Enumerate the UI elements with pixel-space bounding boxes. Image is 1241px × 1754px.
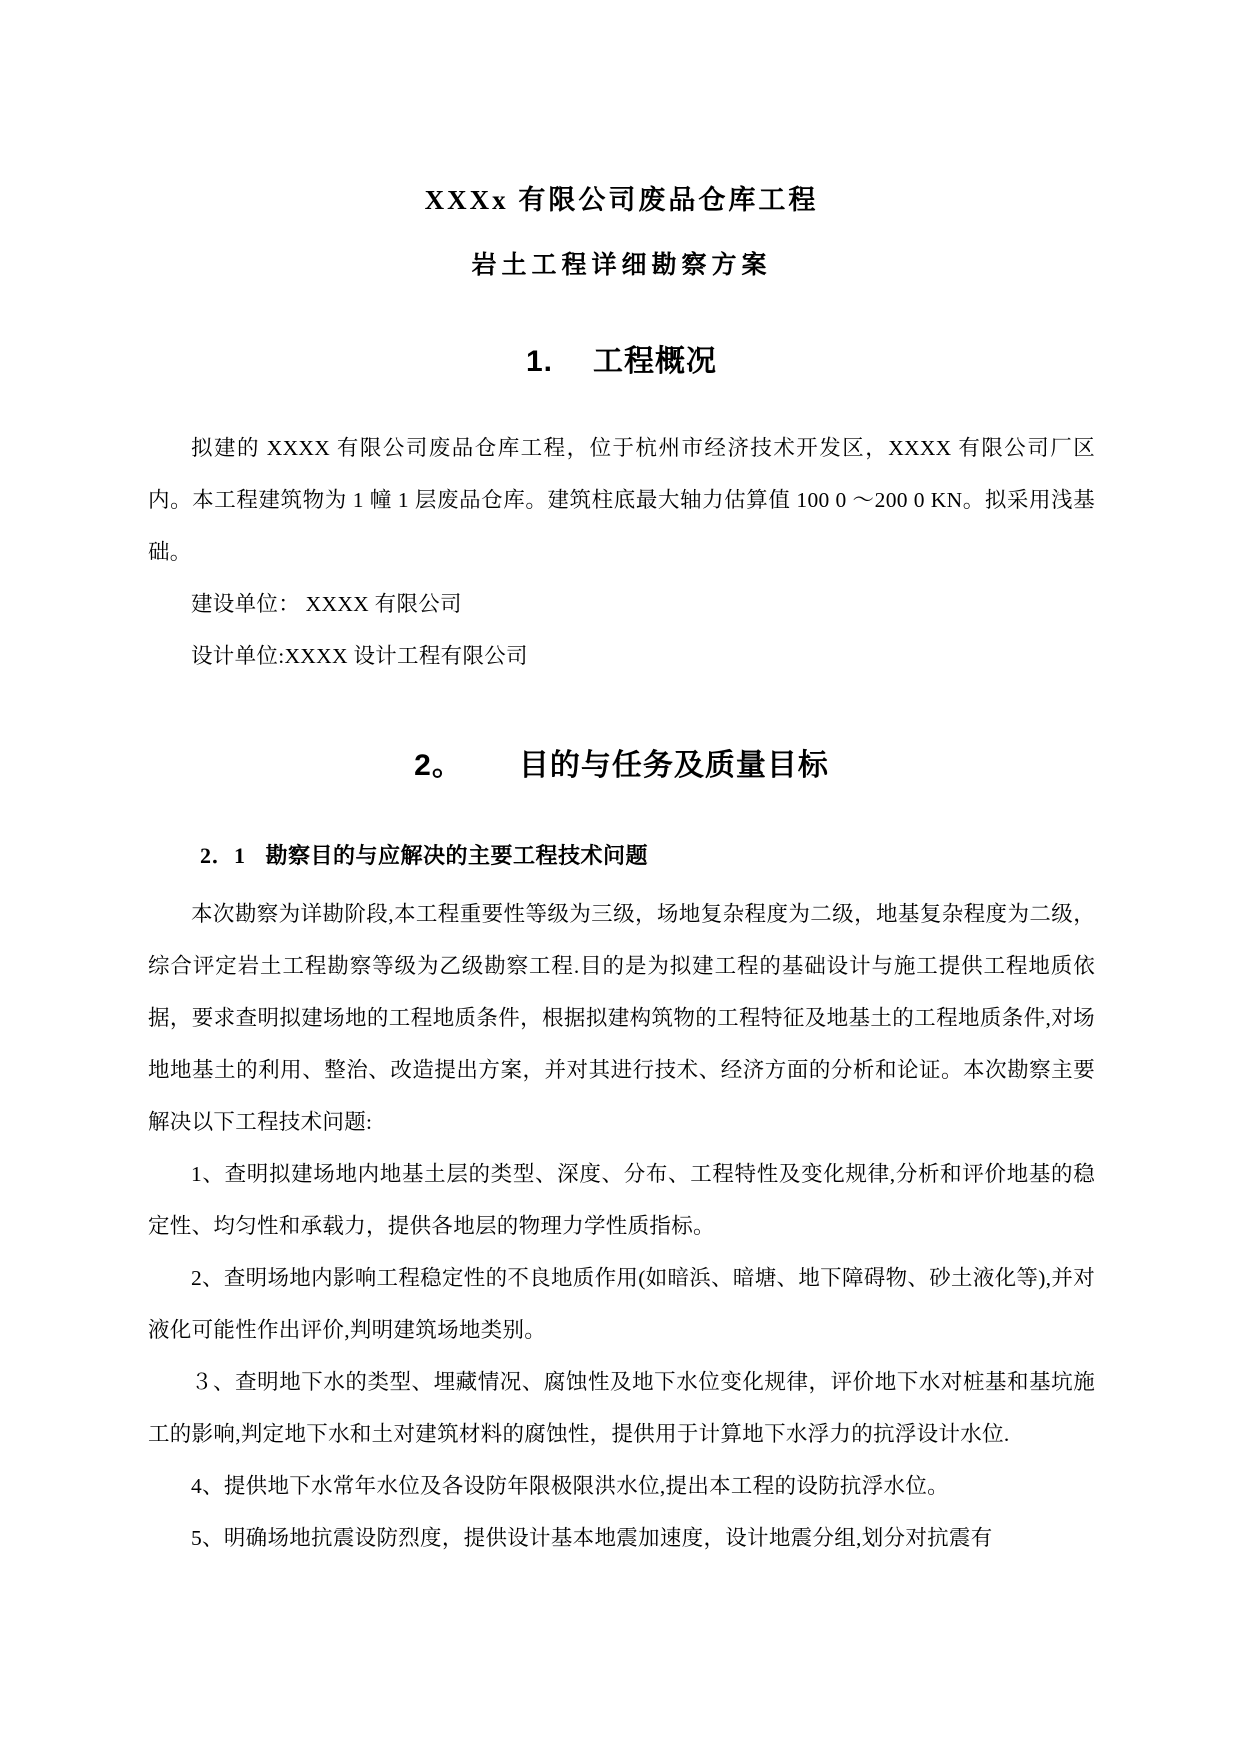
section-2-heading [148,740,1095,784]
task-list-item-4: 4、提供地下水常年水位及各设防年限极限洪水位,提出本工程的设防抗浮水位。 [191,1474,949,1498]
task-list-item-1: 1、查明拟建场地内地基土层的类型、深度、分布、工程特性及变化规律,分析和评价地基的稳定性、均匀性和承载力，提供各地层的物理力学性质指标。 [148,1162,1095,1238]
subsection-2-1-heading [148,830,1095,882]
section-2-intro-paragraph: 本次勘察为详勘阶段,本工程重要性等级为三级，场地复杂程度为二级，地基复杂程度为二级，综合评定岩土工程勘察等级为乙级勘察工程.目的是为拟建工程的基础设计与施工提供工程地质依据，要求查明拟建场地的工程地质条件，根据拟建构筑物的工程特征及地基土的工程地质条件,对场地地基土的利用、整治、改造提出方案，并对其进行技术、经济方面的分析和论证。本次勘察主要解决以下工程技术问题: [148,902,1095,1134]
section-1-paragraph: 拟建的 XXXX 有限公司废品仓库工程，位于杭州市经济技术开发区，XXXX 有限公司厂区内。本工程建筑物为 1 幢 1 层废品仓库。建筑柱底最大轴力估算值 100 0 ～200 0 KN。拟采用浅基础。 [148,436,1095,564]
construction-unit-line: 建设单位： XXXX 有限公司 [191,592,462,616]
design-unit-line: 设计单位:XXXX 设计工程有限公司 [191,644,528,668]
document-title-line1: XXXx 有限公司废品仓库工程 [424,185,819,215]
section-2-title: 目的与任务及质量目标 [518,749,829,782]
task-list-item-5: 5、明确场地抗震设防烈度，提供设计基本地震加速度，设计地震分组,划分对抗震有 [191,1526,993,1550]
subsection-2-1-number: 2．1 [200,843,246,868]
section-1-title: 工程概况 [593,345,718,378]
section-1-heading [148,336,1095,380]
section-1-number: 1. [525,345,554,378]
document-title-line2: 岩土工程详细勘察方案 [471,252,772,279]
section-2-number: 2。 [414,749,463,782]
task-list-item-3: ３、查明地下水的类型、埋藏情况、腐蚀性及地下水位变化规律，评价地下水对桩基和基坑施工的影响,判定地下水和土对建筑材料的腐蚀性，提供用于计算地下水浮力的抗浮设计水位. [148,1370,1095,1446]
subsection-2-1-title: 勘察目的与应解决的主要工程技术问题 [265,843,649,868]
task-list-item-2: 2、查明场地内影响工程稳定性的不良地质作用(如暗浜、暗塘、地下障碍物、砂土液化等),并对液化可能性作出评价,判明建筑场地类别。 [148,1266,1095,1342]
